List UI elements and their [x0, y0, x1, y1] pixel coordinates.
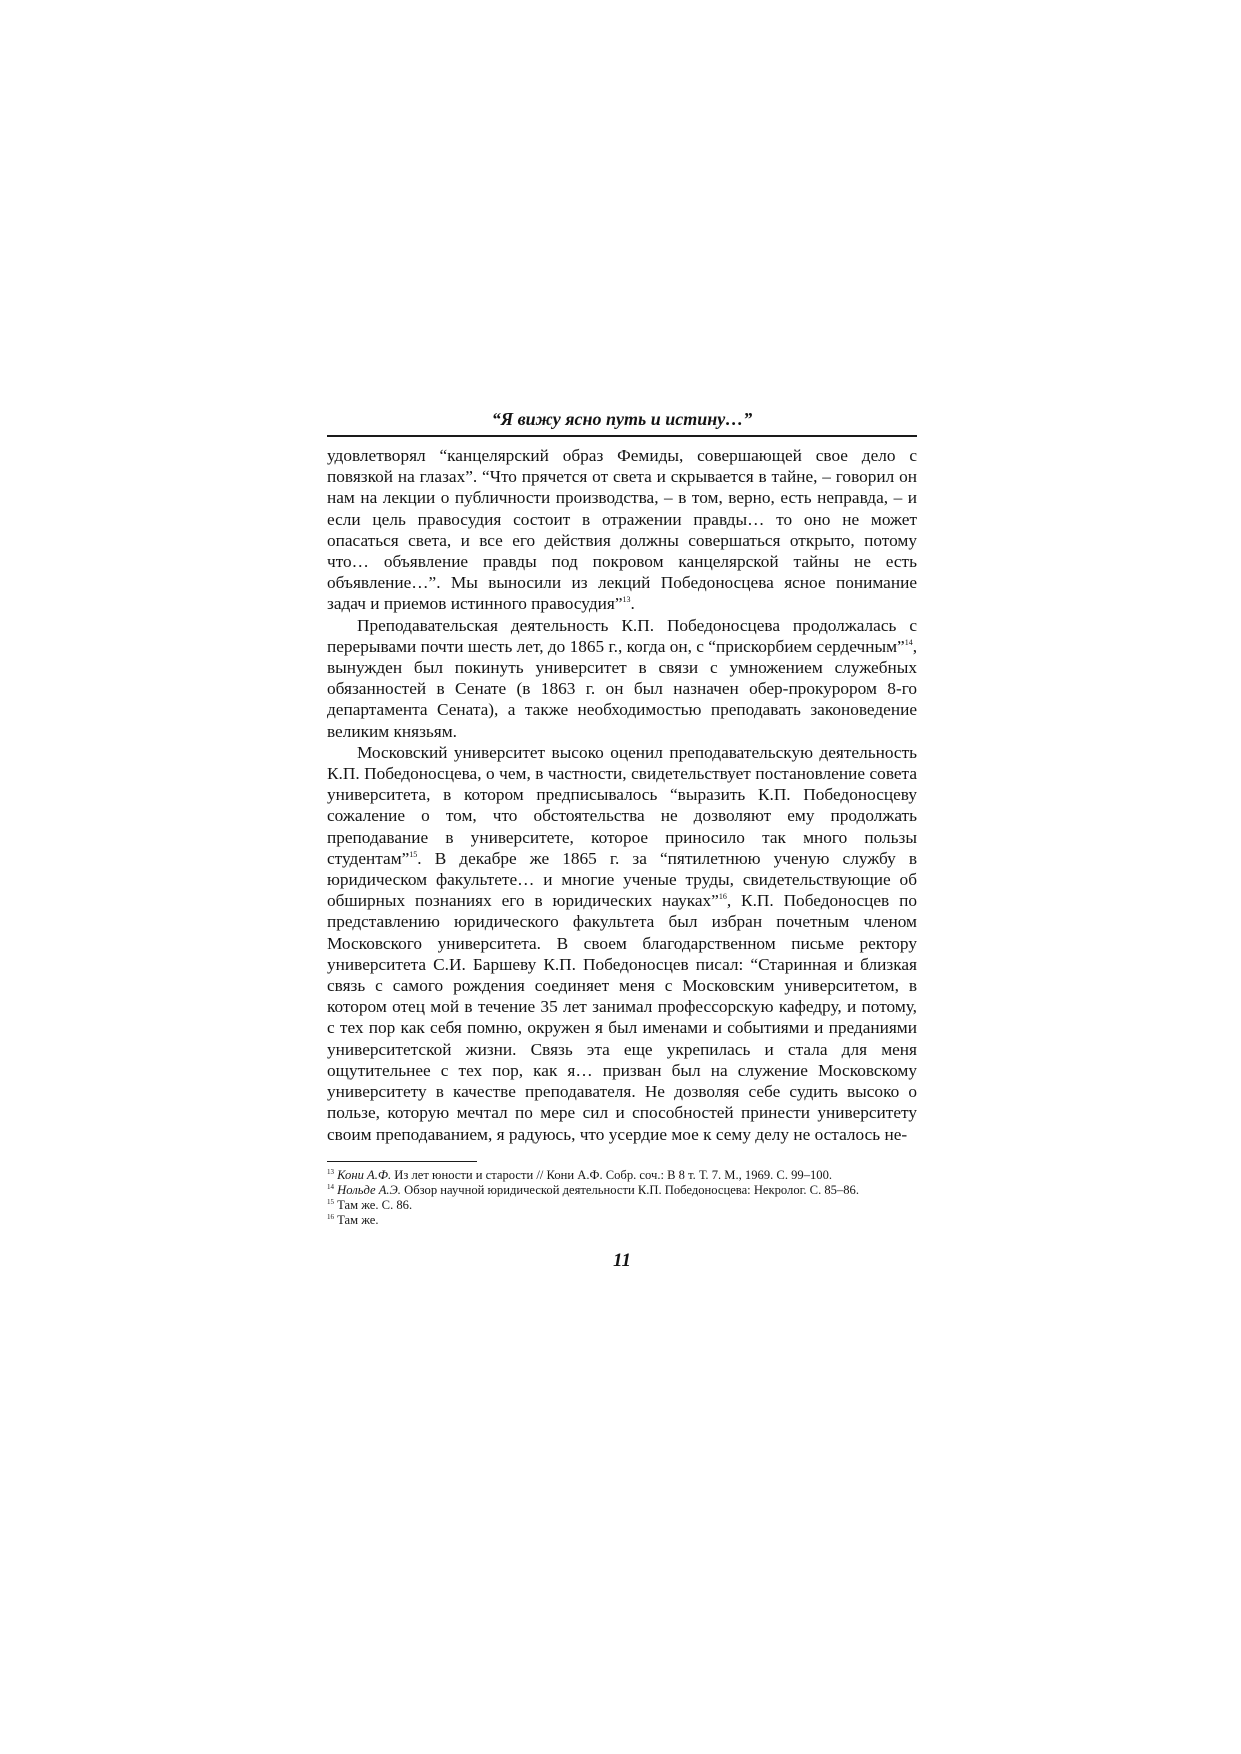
paragraph-3-text-a: Московский университет высоко оценил преподавательскую деятельность К.П. Победоносцева, о чем, в частности, свидетельствует постановление совета университета, в котором предписывалось “выразить К.П. Победоносцеву сожаление о том, что обстоятельства не дозволяют ему продолжать преподавание в университете, которое приносило так много пользы студентам” — [327, 742, 917, 868]
footnote-text: Из лет юности и старости // Кони А.Ф. Собр. соч.: В 8 т. Т. 7. М., 1969. С. 99–100. — [391, 1167, 833, 1182]
footnote-divider — [327, 1161, 477, 1162]
footnote-author: Нольде А.Э. — [337, 1182, 401, 1197]
paragraph-1-text: удовлетворял “канцелярский образ Фемиды, совершающей свое дело с повязкой на глазах”. “Что прячется от света и скрывается в тайне, – говорил он нам на лекции о публичности производства, – в том, верно, есть неправда, – и если цель правосудия состоит в отражении правды… то оно не может опасаться света, и все его действия должны совершаться открыто, потому что… объявление правды под покровом канцелярской тайны не есть объявление…”. Мы выносили из лекций Победоносцева ясное понимание задач и приемов истинного правосудия” — [327, 446, 917, 614]
footnote-ref-13: 13 — [622, 595, 631, 605]
footnote-number: 13 — [327, 1167, 334, 1176]
paragraph-1-tail: . — [630, 594, 635, 614]
footnote-15 — [327, 1198, 917, 1213]
footnote-number: 16 — [327, 1212, 334, 1221]
running-head: “Я вижу ясно путь и истину…” — [327, 408, 917, 437]
book-page — [327, 408, 917, 1272]
footnote-14 — [327, 1183, 917, 1198]
footnote-text: Обзор научной юридической деятельности К.П. Победоносцева: Некролог. С. 85–86. — [400, 1182, 860, 1197]
footnote-number: 15 — [327, 1197, 334, 1206]
body-text — [327, 445, 917, 1145]
paragraph-2-text-a: Преподавательская деятельность К.П. Победоносцева продолжалась с перерывами почти шесть лет, до 1865 г., когда он, с “прискорбием сердечным” — [327, 615, 917, 656]
footnote-ref-14: 14 — [904, 638, 913, 648]
paragraph-3-text-b: . В декабре же 1865 г. за “пятилетнюю ученую службу в юридическом факультете… и многие ученые труды, свидетельствующие об обширных познаниях его в юридических науках” — [327, 848, 917, 911]
footnote-ref-16: 16 — [718, 892, 727, 902]
footnote-number: 14 — [327, 1182, 334, 1191]
footnote-13 — [327, 1168, 917, 1183]
paragraph-2 — [327, 615, 917, 742]
paragraph-3-text-c: , К.П. Победоносцев по представлению юридического факультета был избран почетным членом Московского университета. В своем благодарственном письме ректору университета С.И. Баршеву К.П. Победоносцев писал: “Старинная и близкая связь с самого рождения соединяет меня с Московским университетом, в котором отец мой в течение 35 лет занимал профессорскую кафедру, и потому, с тех пор как себя помню, окружен я был именами и событиями и преданиями университетской жизни. Связь эта еще укрепилась и стала для меня ощутительнее с тех пор, как я… призван был на служение Московскому университету в качестве преподавателя. Не дозволяя себе судить высоко о пользе, которую мечтал по мере сил и способностей принести университету своим преподаванием, я радуюсь, что усердие мое к сему делу не осталось не- — [327, 891, 917, 1144]
footnote-ref-15: 15 — [409, 850, 418, 860]
footnote-text: Там же. — [337, 1212, 379, 1227]
footnote-author: Кони А.Ф. — [337, 1167, 392, 1182]
paragraph-1 — [327, 445, 917, 615]
paragraph-3 — [327, 742, 917, 1145]
footnote-16 — [327, 1213, 917, 1228]
footnotes — [327, 1168, 917, 1228]
footnote-text: Там же. С. 86. — [337, 1197, 413, 1212]
paragraph-2-text-b: , вынужден был покинуть университет в связи с умножением служебных обязанностей в Сенате (в 1863 г. он был назначен обер-прокурором 8-го департамента Сената), а также необходимостью преподавать законоведение великим князьям. — [327, 636, 918, 741]
page-number: 11 — [613, 1249, 631, 1271]
